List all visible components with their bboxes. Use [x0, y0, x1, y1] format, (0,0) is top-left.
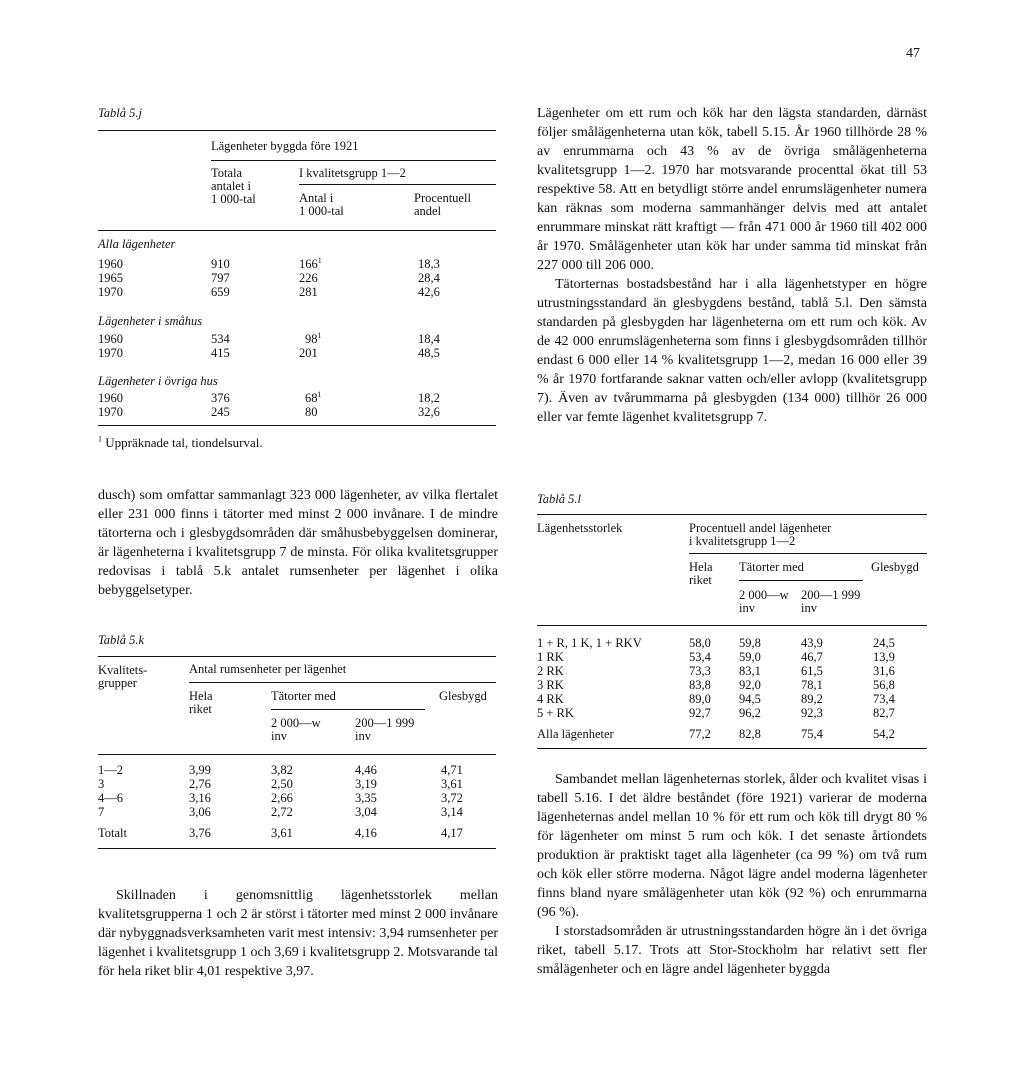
- table-l-row-label: 3 RK: [537, 678, 564, 692]
- table-k-group-header: Antal rumsenheter per lägenhet: [189, 662, 347, 676]
- table-j-year: 1970: [98, 285, 123, 299]
- table-j-section-label: Lägenheter i småhus: [98, 314, 203, 328]
- table-k-cell: 3,19: [355, 777, 377, 791]
- table-l-row-label: Alla lägenheter: [537, 727, 614, 741]
- table-j-year: 1960: [98, 332, 123, 346]
- table-j-footnote: $^1$ Uppräknade tal, tiondelsurval.: [98, 434, 263, 450]
- table-l-cell: 56,8: [873, 678, 895, 692]
- table-l-stub: Lägenhetsstorlek: [537, 521, 623, 535]
- table-j-year: 1970: [98, 405, 123, 419]
- table-j-year: 1960: [98, 391, 123, 405]
- table-l-row-label: 4 RK: [537, 692, 564, 706]
- table-k-cell: 3,82: [271, 763, 293, 777]
- table-l-glesbygd: Glesbygd: [871, 560, 919, 574]
- table-k-cell: 2,76: [189, 777, 211, 791]
- table-j-col-antal: Antal i 1 000-tal: [299, 191, 344, 218]
- table-l-cell: 13,9: [873, 650, 895, 664]
- table-l-cell: 78,1: [801, 678, 823, 692]
- table-l-top-rule: [537, 514, 927, 515]
- table-l-tatorter: Tätorter med: [739, 560, 804, 574]
- table-k-glesbygd: Glesbygd: [439, 689, 487, 703]
- table-j-pct: 18,3: [418, 257, 440, 271]
- table-k-cell: 3,14: [441, 805, 463, 819]
- paragraph: Lägenheter om ett rum och kök har den lägsta standarden, därnäst följer smålägenheterna utan kök, tabell 5.15. År 1960 tillhörde 28 % av enrummarna och 43 % av de övriga smålägenheterna kvalitetsgrupp 1—2. 1970 har motsvarande procenttal ökat till 53 respektive 58. Att en betydligt större andel enrumslägenheter numera kan räknas som moderna sammanhänger delvis med att antalet enrummare minskat rätt kraftigt — från 471 000 år 1960 till 402 000 år 1970. Smålägenheter utan kök har under samma tid minskat från 227 000 till 206 000.: [537, 106, 927, 273]
- paragraph: dusch) som omfattar sammanlagt 323 000 lägenheter, av vilka flertalet eller 231 000 finns i tätorter med minst 2 000 invånare. I de mindre tätorterna och i glesbygdsområden där småhusbebyggelsen dominerar, är lägenheterna i kvalitetsgrupp 7 de minsta. För olika kvalitetsgrupper redovisas i tablå 5.k antalet rumsenheter per lägenhet i olika bebyggelsetyper.: [98, 488, 498, 598]
- table-j-total: 910: [211, 257, 230, 271]
- table-j-pct: 18,2: [418, 391, 440, 405]
- table-j-antal: 201: [299, 346, 318, 360]
- paragraph: Tätorternas bostadsbestånd har i alla lägenhetstyper en högre utrustningsstandard än glesbygdens bestånd, tablå 5.l. Den sämsta standarden på glesbygden har lägenheterna om ett rum och kök. Av de 42 000 enrumslägenheterna som finns i glesbygdsområden tillhör endast 6 000 eller 14 % kvalitetsgrupp 1—2, medan 16 000 eller 39 % år 1970 fortfarande saknar vatten och/eller avlopp (kvalitetsgrupp 7). Även av tvårummarna på glesbygden (134 000) tillhör 26 000 eller var femte lägenhet kvalitetsgrupp 7.: [537, 277, 927, 425]
- table-j-total: 659: [211, 285, 230, 299]
- table-l-cell: 92,3: [801, 706, 823, 720]
- table-k-cell: 3,04: [355, 805, 377, 819]
- table-j-total: 376: [211, 391, 230, 405]
- table-l-sub1: 2 000—w inv: [739, 588, 789, 615]
- table-k-tatorter: Tätorter med: [271, 689, 336, 703]
- table-k-cell: 4,16: [355, 826, 377, 840]
- table-k-caption: Tablå 5.k: [98, 633, 145, 647]
- table-j-pct: 48,5: [418, 346, 440, 360]
- table-l-cell: 82,8: [739, 727, 761, 741]
- table-l-cell: 89,0: [689, 692, 711, 706]
- table-j-pct: 42,6: [418, 285, 440, 299]
- table-j-col-total: Totala antalet i 1 000-tal: [211, 166, 256, 206]
- table-j-col-pct: Procentuell andel: [414, 191, 471, 218]
- table-k-sub1: 2 000—w inv: [271, 716, 321, 743]
- table-l-cell: 31,6: [873, 664, 895, 678]
- table-l-cell: 53,4: [689, 650, 711, 664]
- table-j-antal: 80: [305, 405, 318, 419]
- table-l-row-label: 5 + RK: [537, 706, 574, 720]
- table-l-row-label: 1 RK: [537, 650, 564, 664]
- table-l-cell: 92,7: [689, 706, 711, 720]
- table-l-cell: 82,7: [873, 706, 895, 720]
- table-l-cell: 94,5: [739, 692, 761, 706]
- table-l-cell: 43,9: [801, 636, 823, 650]
- right-bottom-text: [537, 770, 927, 979]
- table-j-col-group: I kvalitetsgrupp 1—2: [299, 166, 406, 180]
- table-l-cell: 77,2: [689, 727, 711, 741]
- table-l-sub-rule: [739, 580, 863, 581]
- table-l-header-rule: [537, 625, 927, 626]
- table-j-antal: $68^1$: [305, 389, 322, 405]
- table-l-cell: 59,8: [739, 636, 761, 650]
- table-k-cell: 2,72: [271, 805, 293, 819]
- paragraph: I storstadsområden är utrustningsstandarden högre än i det övriga riket, tabell 5.17. Trots att Stor-Stockholm har relativt sett fler smålägenheter och en lägre andel lägenheter byggda: [537, 924, 927, 977]
- table-k-cell: 4,17: [441, 826, 463, 840]
- table-l-cell: 73,4: [873, 692, 895, 706]
- table-k-cell: 4,46: [355, 763, 377, 777]
- table-l-caption: Tablå 5.l: [537, 492, 582, 506]
- table-l-cell: 83,8: [689, 678, 711, 692]
- table-l-group-header: Procentuell andel lägenheter i kvalitetsgrupp 1—2: [689, 521, 832, 548]
- table-j-year: 1965: [98, 271, 123, 285]
- table-l-sub2: 200—1 999 inv: [801, 588, 861, 615]
- table-k-hela: Hela riket: [189, 689, 213, 716]
- table-k-row-label: 4—6: [98, 791, 123, 805]
- table-j-antal: 281: [299, 285, 318, 299]
- table-l-group-rule: [689, 553, 927, 554]
- table-k-cell: 2,50: [271, 777, 293, 791]
- table-j-antal: 226: [299, 271, 318, 285]
- page-number: 47: [906, 46, 920, 61]
- table-l-cell: 46,7: [801, 650, 823, 664]
- table-l-cell: 58,0: [689, 636, 711, 650]
- table-j-antal: $166^1$: [299, 255, 322, 271]
- table-j-total: 245: [211, 405, 230, 419]
- table-k-cell: 3,72: [441, 791, 463, 805]
- table-j-section-label: Lägenheter i övriga hus: [98, 374, 218, 388]
- table-j-pct: 28,4: [418, 271, 440, 285]
- table-k-row-label: 7: [98, 805, 105, 819]
- table-l-row-label: 1 + R, 1 K, 1 + RKV: [537, 636, 642, 650]
- table-j-caption: Tablå 5.j: [98, 106, 143, 120]
- table-j-group-header: Lägenheter byggda före 1921: [211, 139, 359, 153]
- table-k-row-label: Totalt: [98, 826, 127, 840]
- table-j-total: 534: [211, 332, 230, 346]
- table-j-total: 797: [211, 271, 230, 285]
- table-k-cell: 3,35: [355, 791, 377, 805]
- table-k-row-label: 1—2: [98, 763, 123, 777]
- table-j-section-label: Alla lägenheter: [98, 237, 176, 251]
- table-k-bottom-rule: [98, 848, 496, 849]
- table-j-total: 415: [211, 346, 230, 360]
- table-j-year: 1970: [98, 346, 123, 360]
- table-j-year: 1960: [98, 257, 123, 271]
- table-l-cell: 54,2: [873, 727, 895, 741]
- left-bottom-text: [98, 886, 498, 981]
- table-l-cell: 83,1: [739, 664, 761, 678]
- table-l-bottom-rule: [537, 748, 927, 749]
- table-k-cell: 3,61: [271, 826, 293, 840]
- table-l-cell: 96,2: [739, 706, 761, 720]
- table-k-cell: 3,16: [189, 791, 211, 805]
- table-l-row-label: 2 RK: [537, 664, 564, 678]
- paragraph: Skillnaden i genomsnittlig lägenhetsstorlek mellan kvalitetsgrupperna 1 och 2 är störst i tätorter med minst 2 000 invånare där nybyggnadsverksamheten varit mest intensiv: 3,94 rumsenheter per lägenhet i kvalitetsgrupp 1 och 3,69 i kvalitetsgrupp 2. Motsvarande tal för hela riket blir 4,01 respektive 3,97.: [98, 888, 498, 979]
- table-l-cell: 89,2: [801, 692, 823, 706]
- table-k-row-label: 3: [98, 777, 105, 791]
- paragraph: Sambandet mellan lägenheternas storlek, ålder och kvalitet visas i tabell 5.16. I det äldre beståndet (före 1921) varierar de moderna lägenheternas andel mellan 10 % för ett rum och kök till drygt 80 % för lägenheter om minst 5 rum och kök. I det senaste årtiondets produktion är praktiskt taget alla lägenheter (ca 99 %) om två rum och kök eller större moderna. Något lägre andel moderna lägenheter finns bland nyare smålägenheter utan kök (92 %) och enrummarna (96 %).: [537, 772, 927, 920]
- table-k-cell: 3,61: [441, 777, 463, 791]
- table-k-cell: 3,76: [189, 826, 211, 840]
- table-j-pct: 32,6: [418, 405, 440, 419]
- table-l-cell: 73,3: [689, 664, 711, 678]
- table-l-cell: 75,4: [801, 727, 823, 741]
- table-k-sub2: 200—1 999 inv: [355, 716, 415, 743]
- table-k-stub: Kvalitets- grupper: [98, 663, 148, 690]
- table-j-pct: 18,4: [418, 332, 440, 346]
- table-k-cell: 3,06: [189, 805, 211, 819]
- table-k-cell: 2,66: [271, 791, 293, 805]
- table-k-cell: 3,99: [189, 763, 211, 777]
- table-j-antal: $98^1$: [305, 330, 322, 346]
- table-l-cell: 59,0: [739, 650, 761, 664]
- table-k-cell: 4,71: [441, 763, 463, 777]
- table-l-hela: Hela riket: [689, 560, 713, 587]
- table-l-cell: 24,5: [873, 636, 895, 650]
- table-l-cell: 61,5: [801, 664, 823, 678]
- table-l-cell: 92,0: [739, 678, 761, 692]
